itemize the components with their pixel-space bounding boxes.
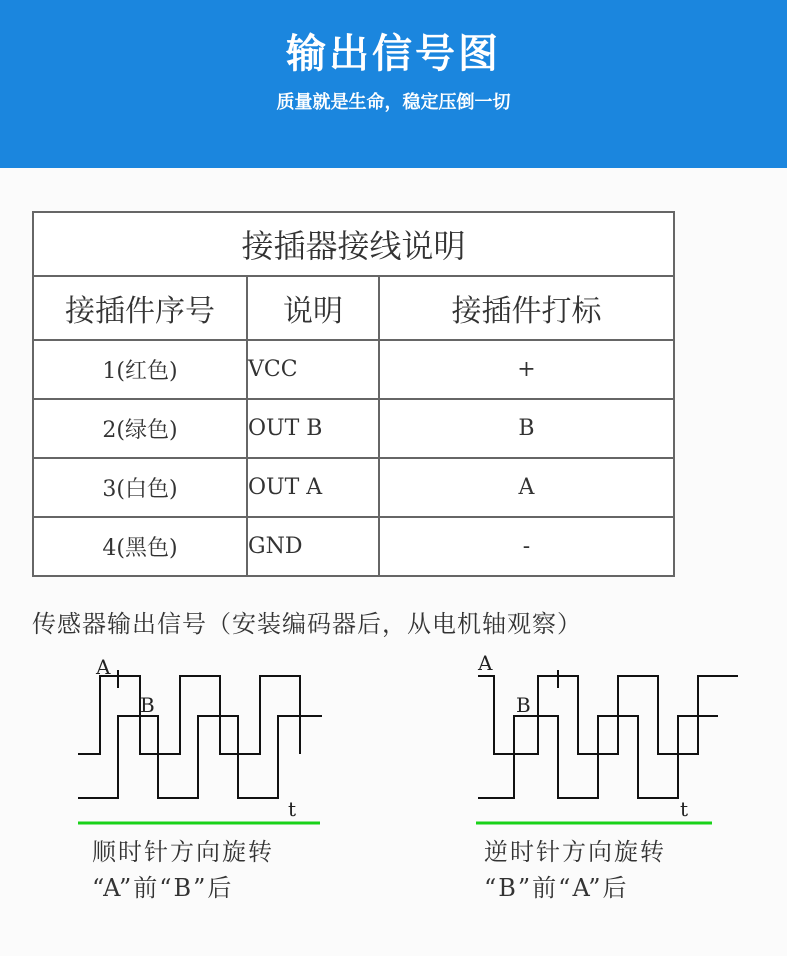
row-index: 4(黑色) xyxy=(33,517,247,576)
header-mark: 接插件打标 xyxy=(379,276,674,340)
row-mark: - xyxy=(379,517,674,576)
label-t: t xyxy=(288,797,297,821)
page-title: 输出信号图 xyxy=(286,31,501,77)
label-t: t xyxy=(680,797,689,821)
row-index: 1(红色) xyxy=(33,340,247,399)
waveform-ccw xyxy=(470,650,742,835)
row-mark: B xyxy=(379,399,674,458)
row-mark: + xyxy=(379,340,674,399)
table-title: 接插器接线说明 xyxy=(33,212,674,276)
header-desc: 说明 xyxy=(247,276,379,340)
signal-b-trace xyxy=(78,716,322,798)
row-desc: OUT A xyxy=(247,458,379,517)
signal-b-trace xyxy=(478,716,718,798)
label-a: A xyxy=(478,651,493,675)
row-desc: OUT B xyxy=(247,399,379,458)
table-row xyxy=(33,340,674,399)
direction-cw: 顺时针方向旋转 xyxy=(92,838,274,866)
signal-a-trace xyxy=(78,676,300,754)
signal-caption: 传感器输出信号（安装编码器后，从电机轴观察） xyxy=(32,610,582,638)
header-index: 接插件序号 xyxy=(33,276,247,340)
label-b: B xyxy=(140,693,155,717)
table-row xyxy=(33,399,674,458)
order-ccw: “B”前“A”后 xyxy=(484,874,629,902)
label-a: A xyxy=(96,655,111,679)
wiring-table xyxy=(32,211,675,577)
header-banner xyxy=(0,0,787,168)
table-row xyxy=(33,458,674,517)
order-cw: “A”前“B”后 xyxy=(92,874,234,902)
page-subtitle: 质量就是生命，稳定压倒一切 xyxy=(276,92,511,113)
label-b: B xyxy=(516,693,531,717)
row-desc: VCC xyxy=(247,340,379,399)
row-mark: A xyxy=(379,458,674,517)
row-index: 3(白色) xyxy=(33,458,247,517)
waveform-cw xyxy=(70,650,340,835)
row-desc: GND xyxy=(247,517,379,576)
direction-ccw: 逆时针方向旋转 xyxy=(484,838,666,866)
row-index: 2(绿色) xyxy=(33,399,247,458)
table-row xyxy=(33,517,674,576)
table-header-row xyxy=(33,276,674,340)
